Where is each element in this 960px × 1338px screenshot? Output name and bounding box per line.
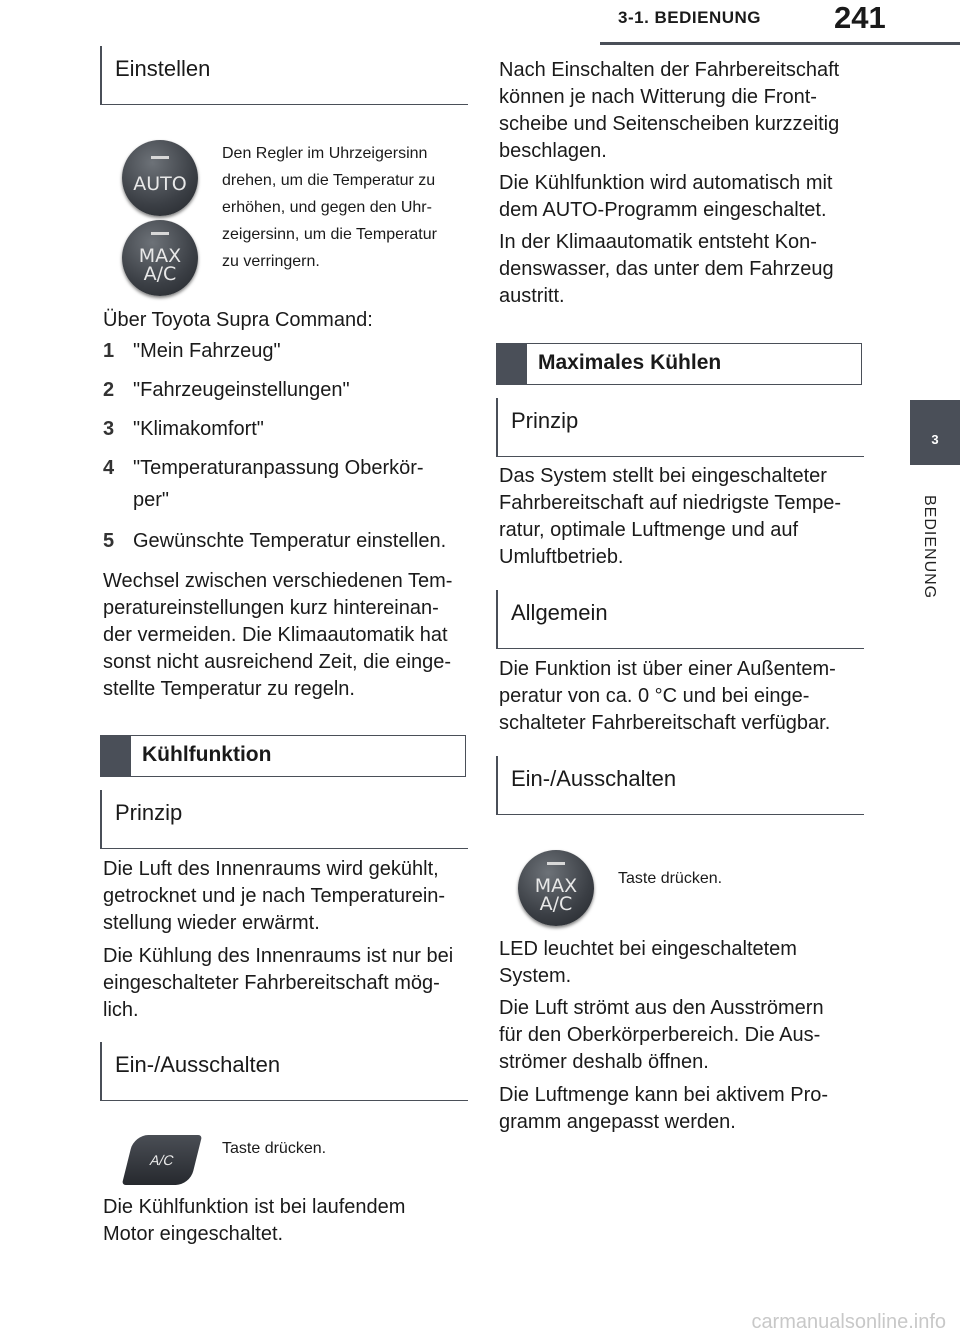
luft-paragraph: Die Luft strömt aus den Ausströmern für den Oberkörperbereich. Die Aus- strömer deshalb öffnen. xyxy=(499,997,824,1073)
command-intro: Über Toyota Supra Command: xyxy=(103,309,373,331)
prinzip-heading: Prinzip xyxy=(100,790,468,849)
warning-paragraph: Wechsel zwischen verschiedenen Tem- peratureinstellungen kurz hintereinan- der vermeiden. Die Klimaautomatik hat sonst nicht ausreichend Zeit, die einge- stellte Temperatur zu regeln. xyxy=(103,570,453,700)
kuehlfunktion-heading: Kühlfunktion xyxy=(100,735,466,777)
auto-paragraph: Die Kühlfunktion wird automatisch mit dem AUTO-Programm eingeschaltet. xyxy=(499,172,833,221)
section-title: 3-1. BEDIENUNG xyxy=(618,8,762,27)
chapter-tab: 3 xyxy=(910,400,960,465)
max-ac-knob-icon: MAX A/C xyxy=(122,220,198,296)
max-ac-knob-icon: MAX A/C xyxy=(518,850,594,926)
allgemein-heading: Allgemein xyxy=(496,590,864,649)
einstellen-heading: Einstellen xyxy=(100,46,468,105)
led-paragraph: LED leuchtet bei eingeschaltetem System. xyxy=(499,938,797,987)
ac-button-icon: A/C xyxy=(122,1135,202,1185)
prinzip-paragraph: Die Luft des Innenraums wird gekühlt, getrocknet und je nach Temperaturein- stellung wieder erwärmt. xyxy=(103,858,446,934)
watermark: carmanualsonline.info xyxy=(751,1311,946,1333)
prinzip-paragraph: Das System stellt bei eingeschalteter Fahrbereitschaft auf niedrigste Tempe- ratur, optimale Luftmenge und auf Umluftbetrieb. xyxy=(499,465,842,568)
page-number: 241 xyxy=(834,0,886,35)
intro-paragraph: Nach Einschalten der Fahrbereitschaft können je nach Witterung die Front- scheibe und Seitenscheiben kurzzeitig beschlagen. xyxy=(499,59,840,162)
max-kuehlen-heading: Maximales Kühlen xyxy=(496,343,862,385)
einaus-heading: Ein-/Ausschalten xyxy=(496,756,864,815)
einaus-heading: Ein-/Ausschalten xyxy=(100,1042,468,1101)
motor-paragraph: Die Kühlfunktion ist bei laufendem Motor eingeschaltet. xyxy=(103,1196,406,1245)
allgemein-paragraph: Die Funktion ist über einer Außentem- peratur von ca. 0 °C und bei einge- schalteter Fahrbereitschaft verfügbar. xyxy=(499,658,836,734)
header-divider xyxy=(600,42,960,45)
taste-instruction: Taste drücken. xyxy=(222,1140,327,1157)
chapter-label: BEDIENUNG xyxy=(921,495,938,600)
taste-instruction: Taste drücken. xyxy=(618,870,723,887)
prinzip-heading: Prinzip xyxy=(496,398,864,457)
kondens-paragraph: In der Klimaautomatik entsteht Kon- denswasser, das unter dem Fahrzeug austritt. xyxy=(499,231,834,307)
kuehlung-paragraph: Die Kühlung des Innenraums ist nur bei eingeschalteter Fahrbereitschaft mög- lich. xyxy=(103,945,454,1021)
menge-paragraph: Die Luftmenge kann bei aktivem Pro- gramm angepasst werden. xyxy=(499,1084,829,1133)
auto-knob-icon: AUTO xyxy=(122,140,198,216)
knob-instruction: Den Regler im Uhrzeigersinn drehen, um die Temperatur zu erhöhen, und gegen den Uhr- zeigersinn, um die Temperatur zu verringern. xyxy=(222,145,437,270)
